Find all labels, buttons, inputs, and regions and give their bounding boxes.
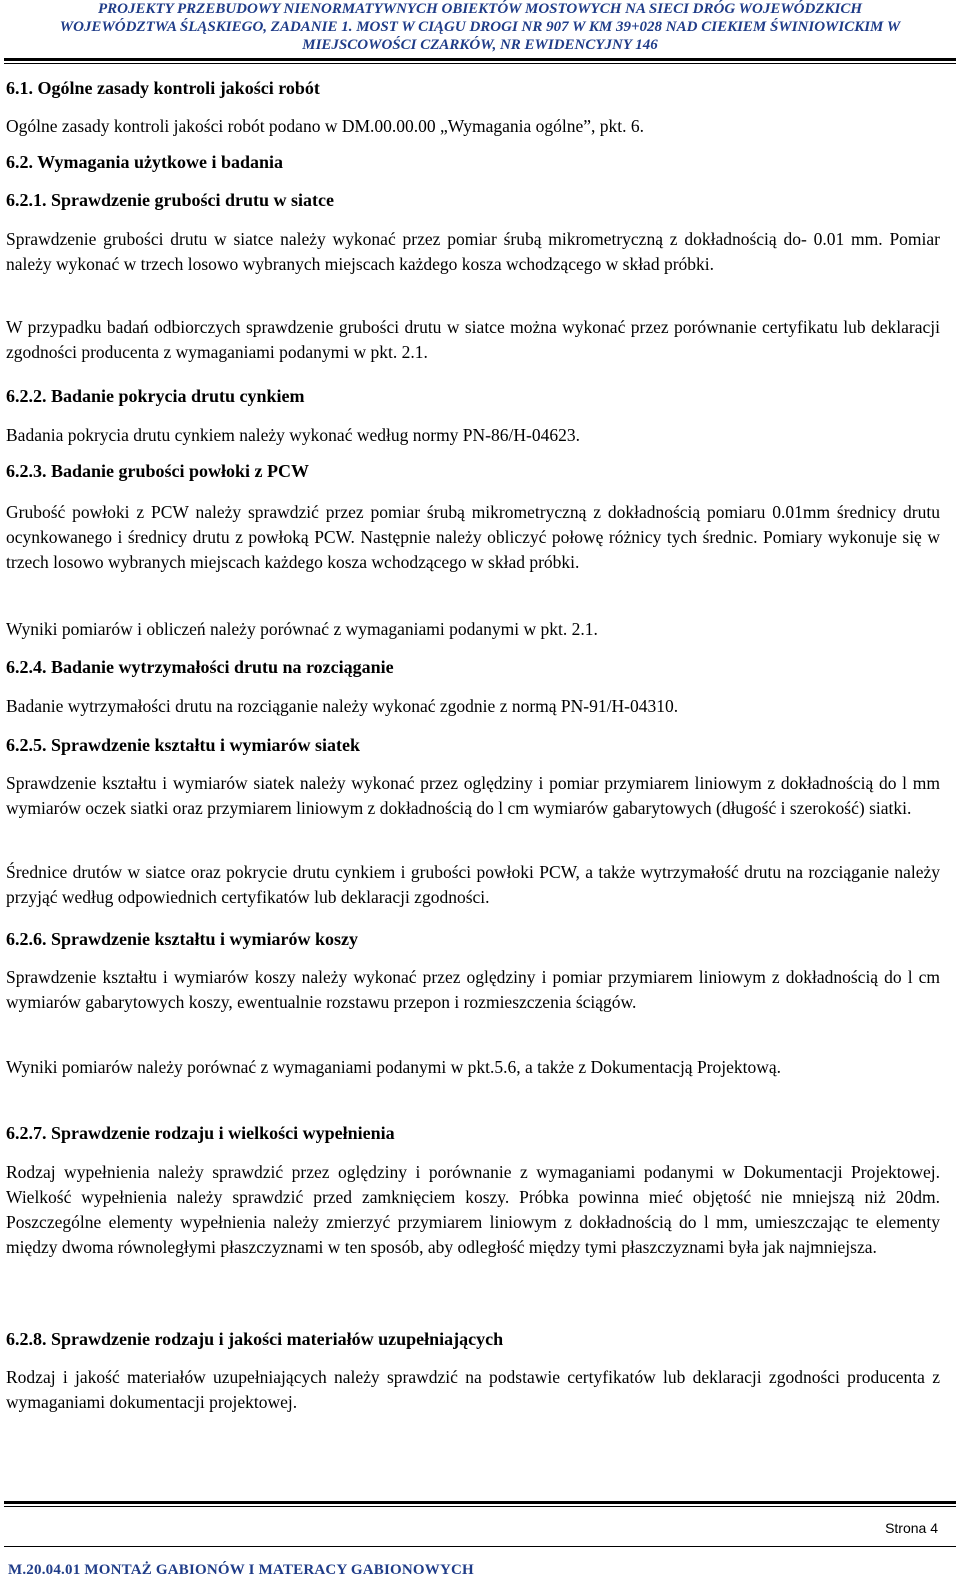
header-rule-thick: [4, 58, 956, 61]
section-6-2-2-body: [6, 423, 940, 448]
section-heading: 6.2.5. Sprawdzenie kształtu i wymiarów siatek: [6, 735, 360, 755]
header-line-3: MIEJSCOWOŚCI CZARKÓW, NR EWIDENCYJNY 146: [302, 37, 658, 53]
footer-rule-thin: [4, 1506, 956, 1507]
header-rule-thin: [4, 63, 956, 64]
running-header: [0, 0, 960, 54]
footer-rule-bottom: [4, 1546, 956, 1547]
paragraph: Sprawdzenie kształtu i wymiarów siatek należy wykonać przez oględziny i pomiar przymiarem liniowym z dokładnością do l mm wymiarów oczek siatki oraz przymiarem liniowym z dokładnością do l cm wymiarów gabarytowych (długość i szerokość) siatki.: [6, 773, 940, 818]
section-heading: 6.2. Wymagania użytkowe i badania: [6, 152, 284, 172]
section-heading: 6.2.3. Badanie grubości powłoki z PCW: [6, 461, 310, 481]
section-6-2-1-body-2: [6, 315, 940, 365]
footer-rule-thick: [4, 1501, 956, 1504]
section-6-2-3-body-2: [6, 617, 940, 642]
section-6-2-4: [6, 655, 940, 679]
paragraph: Sprawdzenie kształtu i wymiarów koszy należy wykonać przez oględziny i pomiar przymiarem liniowym z dokładnością do l cm wymiarów gabarytowych koszy, ewentualnie rozstawu przepon i rozmieszczenia ściągów.: [6, 967, 940, 1012]
header-line-1: PROJEKTY PRZEBUDOWY NIENORMATYWNYCH OBIEKTÓW MOSTOWYCH NA SIECI DRÓG WOJEWÓDZKICH: [97, 1, 863, 17]
section-6-2-7-body: [6, 1160, 940, 1260]
section-6-2-6-body-2: [6, 1055, 940, 1080]
paragraph: Badania pokrycia drutu cynkiem należy wykonać według normy PN-86/H-04623.: [6, 425, 580, 445]
paragraph: Rodzaj wypełnienia należy sprawdzić przez oględziny i porównanie z wymaganiami podanymi w Dokumentacji Projektowej. Wielkość wypełnienia należy sprawdzić przed zamknięciem koszy. Próbka powinna mieć objętość nie mniejszą niż 20dm. Poszczególne elementy wypełnienia należy zmierzyć przymiarem liniowym z dokładnością do l mm, umieszczając te elementy między dwoma równoległymi płaszczyznami w ten sposób, aby odległość między tymi płaszczyznami była jak najmniejsza.: [6, 1162, 940, 1257]
paragraph: Ogólne zasady kontroli jakości robót podano w DM.00.00.00 „Wymagania ogólne”, pkt. 6.: [6, 116, 645, 136]
section-6-2-3: [6, 459, 940, 483]
footer-title: M.20.04.01 MONTAŻ GABIONÓW I MATERACY GABIONOWYCH: [8, 1562, 474, 1578]
section-heading: 6.2.6. Sprawdzenie kształtu i wymiarów koszy: [6, 929, 358, 949]
section-heading: 6.1. Ogólne zasady kontroli jakości robót: [6, 78, 320, 98]
section-6-2-7: [6, 1121, 940, 1145]
section-heading: 6.2.8. Sprawdzenie rodzaju i jakości materiałów uzupełniających: [6, 1329, 504, 1349]
page-number: Strona 4: [885, 1520, 938, 1536]
section-6-2-6: [6, 927, 940, 951]
header-line-2: WOJEWÓDZTWA ŚLĄSKIEGO, ZADANIE 1. MOST W CIĄGU DROGI NR 907 W KM 39+028 NAD CIEKIEM ŚWINIOWICKIM W: [59, 19, 901, 35]
section-6-2-8-body: [6, 1365, 940, 1415]
section-6-2-6-body: [6, 965, 940, 1015]
section-6-2-1-body: [6, 227, 940, 277]
section-6-1: [6, 76, 940, 100]
paragraph: Badanie wytrzymałości drutu na rozciąganie należy wykonać zgodnie z normą PN-91/H-04310.: [6, 696, 679, 716]
section-6-1-body: [6, 114, 940, 139]
section-heading: 6.2.4. Badanie wytrzymałości drutu na rozciąganie: [6, 657, 394, 677]
section-6-2-4-body: [6, 694, 940, 719]
section-6-2-5: [6, 733, 940, 757]
section-6-2-5-body: [6, 771, 940, 821]
section-6-2-3-body: [6, 500, 940, 575]
paragraph: Wyniki pomiarów i obliczeń należy porównać z wymaganiami podanymi w pkt. 2.1.: [6, 619, 598, 639]
section-heading: 6.2.7. Sprawdzenie rodzaju i wielkości wypełnienia: [6, 1123, 395, 1143]
section-6-2-8: [6, 1327, 940, 1351]
paragraph: Sprawdzenie grubości drutu w siatce należy wykonać przez pomiar śrubą mikrometryczną z dokładnością do- 0.01 mm. Pomiar należy wykonać w trzech losowo wybranych miejscach każdego kosza wchodzącego w skład próbki.: [6, 229, 940, 274]
section-6-2-1: [6, 188, 940, 212]
section-6-2-5-body-2: [6, 860, 940, 910]
paragraph: Średnice drutów w siatce oraz pokrycie drutu cynkiem i grubości powłoki PCW, a także wytrzymałość drutu na rozciąganie należy przyjąć według odpowiednich certyfikatów lub deklaracji zgodności.: [6, 862, 940, 907]
section-6-2-2: [6, 384, 940, 408]
section-heading: 6.2.1. Sprawdzenie grubości drutu w siatce: [6, 190, 334, 210]
section-6-2: [6, 150, 940, 174]
paragraph: Wyniki pomiarów należy porównać z wymaganiami podanymi w pkt.5.6, a także z Dokumentacją Projektową.: [6, 1057, 782, 1077]
paragraph: Rodzaj i jakość materiałów uzupełniających należy sprawdzić na podstawie certyfikatów lub deklaracji zgodności producenta z wymaganiami dokumentacji projektowej.: [6, 1367, 940, 1412]
section-heading: 6.2.2. Badanie pokrycia drutu cynkiem: [6, 386, 305, 406]
paragraph: W przypadku badań odbiorczych sprawdzenie grubości drutu w siatce można wykonać przez porównanie certyfikatu lub deklaracji zgodności producenta z wymaganiami podanymi w pkt. 2.1.: [6, 317, 940, 362]
paragraph: Grubość powłoki z PCW należy sprawdzić przez pomiar śrubą mikrometryczną z dokładnością pomiaru 0.01mm średnicy drutu ocynkowanego i średnicy drutu z powłoką PCW. Następnie należy obliczyć połowę różnicy tych średnic. Pomiary wykonuje się w trzech losowo wybranych miejscach każdego kosza wchodzącego w skład próbki.: [6, 502, 940, 572]
